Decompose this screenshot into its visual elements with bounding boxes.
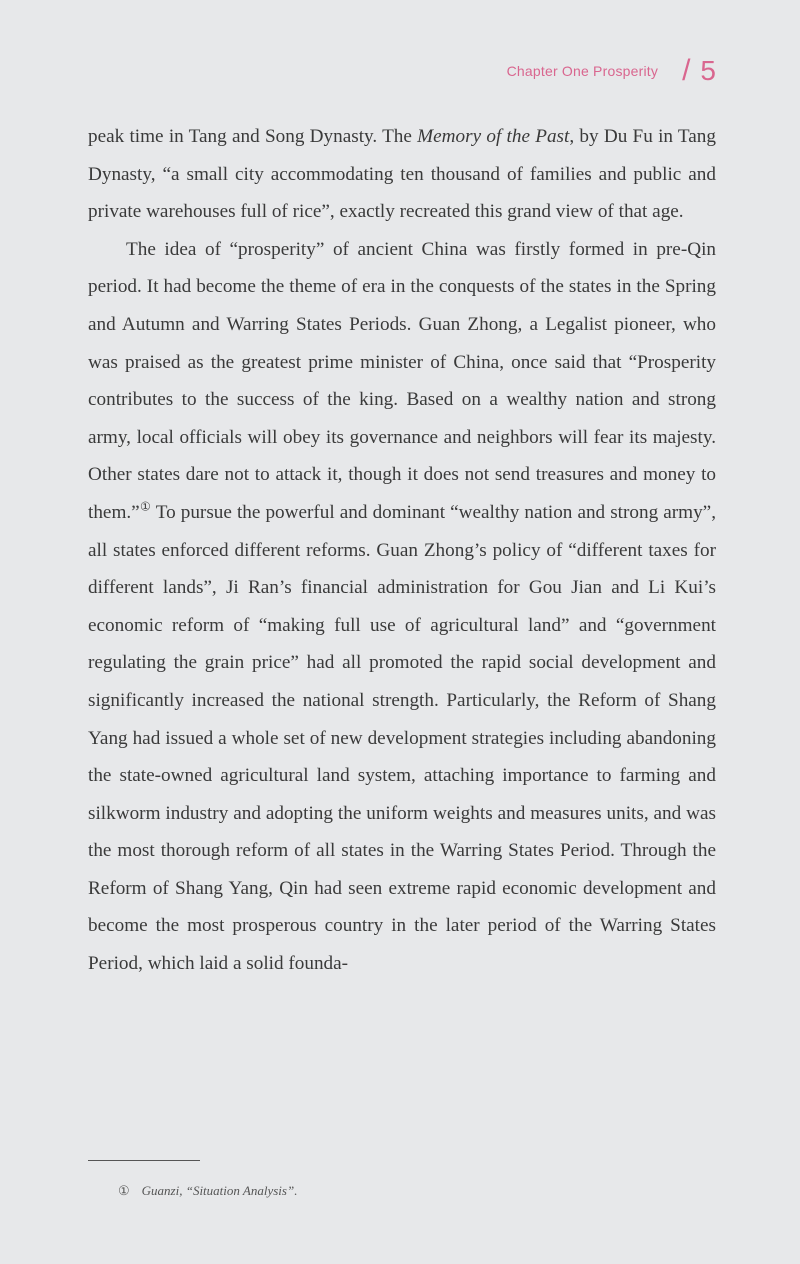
- paragraph-1-start: peak time in Tang and Song Dynasty. The: [88, 126, 418, 147]
- running-header: [507, 56, 716, 86]
- page-number: 5: [700, 55, 716, 86]
- footnote-rule: [88, 1160, 200, 1161]
- chapter-title: Chapter One Prosperity: [506, 63, 659, 79]
- body-text: [88, 118, 716, 983]
- footnote: [118, 1183, 297, 1199]
- paragraph-2: [88, 231, 716, 983]
- paragraph-1: [88, 118, 716, 231]
- work-title: Memory of the Past: [417, 126, 570, 147]
- footnote-reference[interactable]: ①: [139, 499, 151, 514]
- paragraph-2-start: The idea of “prosperity” of ancient China was firstly formed in pre-Qin period. It had become the theme of era in the conquests of the states in the Spring and Autumn and Warring States Periods. Guan Zhong, a Legalist pioneer, who was praised as the greatest prime minister of China, once said that “Prosperity contributes to the success of the king. Based on a wealthy nation and strong army, local officials will obey its governance and neighbors will fear its majesty. Other states dare not to attack it, though it does not send treasures and money to them.”: [88, 238, 716, 523]
- paragraph-2-end: To pursue the powerful and dominant “wealthy nation and strong army”, all states enforced different reforms. Guan Zhong’s policy of “different taxes for different lands”, Ji Ran’s financial administration for Gou Jian and Li Kui’s economic reform of “making full use of agricultural land” and “government regulating the grain price” had all promoted the rapid social development and significantly increased the national strength. Particularly, the Reform of Shang Yang had issued a whole set of new development strategies including abandoning the state-owned agricultural land system, attaching importance to farming and silkworm industry and adopting the uniform weights and measures units, and was the most thorough reform of all states in the Warring States Period. Through the Reform of Shang Yang, Qin had seen extreme rapid economic development and become the most prosperous country in the later period of the Warring States Period, which laid a solid founda-: [88, 501, 716, 975]
- footnote-text: Guanzi, “Situation Analysis”.: [141, 1183, 298, 1198]
- paragraph-1-end: , by Du Fu in Tang Dynasty, “a small city accommodating ten thousand of families and public and private warehouses full of rice”, exactly recreated this grand view of that age.: [88, 126, 716, 223]
- footnote-number: ①: [118, 1183, 130, 1198]
- header-separator: /: [682, 54, 691, 87]
